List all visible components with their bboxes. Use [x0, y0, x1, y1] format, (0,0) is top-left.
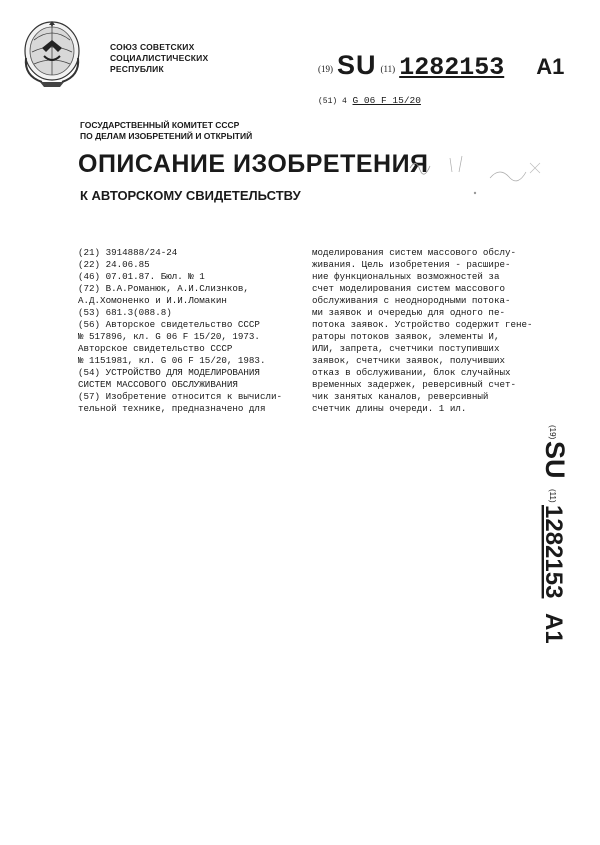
- biblio-line: А.Д.Хомоненко и И.И.Ломакин: [78, 295, 227, 306]
- biblio-line: (22) 24.06.85: [78, 259, 150, 270]
- handwritten-marks: [390, 138, 560, 208]
- abstract-line: обслуживания с неоднородными потока-: [312, 295, 511, 306]
- ipc-code-label: (51) 4: [318, 97, 347, 106]
- biblio-line: (72) В.А.Романюк, А.И.Слизнков,: [78, 283, 249, 294]
- abstract-line: счет моделирования систем массового: [312, 283, 505, 294]
- document-kind: A1: [536, 54, 565, 79]
- abstract-line: моделирования систем массового обслу-: [312, 247, 516, 258]
- biblio-line: (53) 681.3(088.8): [78, 307, 172, 318]
- margin-number-code-label: (11): [548, 489, 557, 503]
- publication-number: [318, 50, 564, 82]
- patent-number: 1282153: [399, 53, 505, 82]
- state-emblem: [20, 18, 84, 88]
- abstract-line: счетчик длины очереди. 1 ил.: [312, 403, 467, 414]
- abstract-line: ИЛИ, запрета, счетчики поступивших: [312, 343, 500, 354]
- margin-country-code-label: (19): [548, 425, 557, 440]
- margin-document-kind: A1: [540, 613, 567, 644]
- union-name-line: РЕСПУБЛИК: [110, 64, 164, 74]
- ipc-value: G 06 F 15/20: [352, 95, 421, 106]
- union-name-line: СОЦИАЛИСТИЧЕСКИХ: [110, 53, 209, 63]
- biblio-line: (56) Авторское свидетельство СССР: [78, 319, 260, 330]
- margin-publication-number: [528, 425, 588, 665]
- country-code: SU: [337, 50, 377, 80]
- biblio-line: тельной технике, предназначено для: [78, 403, 266, 414]
- abstract-line: потока заявок. Устройство содержит гене-: [312, 319, 533, 330]
- document-subtitle: К АВТОРСКОМУ СВИДЕТЕЛЬСТВУ: [80, 188, 301, 203]
- country-code-label: (19): [318, 64, 333, 74]
- committee-line: ГОСУДАРСТВЕННЫЙ КОМИТЕТ СССР: [80, 120, 240, 130]
- biblio-line: (54) УСТРОЙСТВО ДЛЯ МОДЕЛИРОВАНИЯ: [78, 367, 260, 378]
- bibliographic-data: [78, 247, 303, 415]
- abstract-line: ние функциональных возможностей за: [312, 271, 500, 282]
- abstract-line: временных задержек, реверсивный счет-: [312, 379, 516, 390]
- committee-name: [80, 120, 252, 142]
- abstract-line: заявок, счетчики заявок, получивших: [312, 355, 505, 366]
- document-title: ОПИСАНИЕ ИЗОБРЕТЕНИЯ: [78, 150, 429, 178]
- union-name: [110, 42, 208, 75]
- ipc-classification: [318, 95, 421, 106]
- biblio-line: СИСТЕМ МАССОВОГО ОБСЛУЖИВАНИЯ: [78, 379, 238, 390]
- biblio-line: (46) 07.01.87. Бюл. № 1: [78, 271, 205, 282]
- margin-patent-number: 1282153: [540, 505, 567, 599]
- biblio-line: (21) 3914888/24-24: [78, 247, 178, 258]
- biblio-line: (57) Изобретение относится к вычисли-: [78, 391, 282, 402]
- margin-country-code: SU: [540, 441, 570, 479]
- abstract-line: отказ в обслуживании, блок случайных: [312, 367, 511, 378]
- abstract-line: ми заявок и очередью для одного пе-: [312, 307, 505, 318]
- abstract-line: раторы потоков заявок, элементы И,: [312, 331, 500, 342]
- abstract-line: чик занятых каналов, реверсивный: [312, 391, 489, 402]
- biblio-line: № 517896, кл. G 06 F 15/20, 1973.: [78, 331, 260, 342]
- number-code-label: (11): [380, 64, 396, 74]
- abstract-text: [312, 247, 533, 415]
- abstract-line: живания. Цель изобретения - расшире-: [312, 259, 511, 270]
- committee-line: ПО ДЕЛАМ ИЗОБРЕТЕНИЙ И ОТКРЫТИЙ: [80, 131, 253, 141]
- biblio-line: Авторское свидетельство СССР: [78, 343, 233, 354]
- union-name-line: СОЮЗ СОВЕТСКИХ: [110, 42, 195, 52]
- biblio-line: № 1151981, кл. G 06 F 15/20, 1983.: [78, 355, 266, 366]
